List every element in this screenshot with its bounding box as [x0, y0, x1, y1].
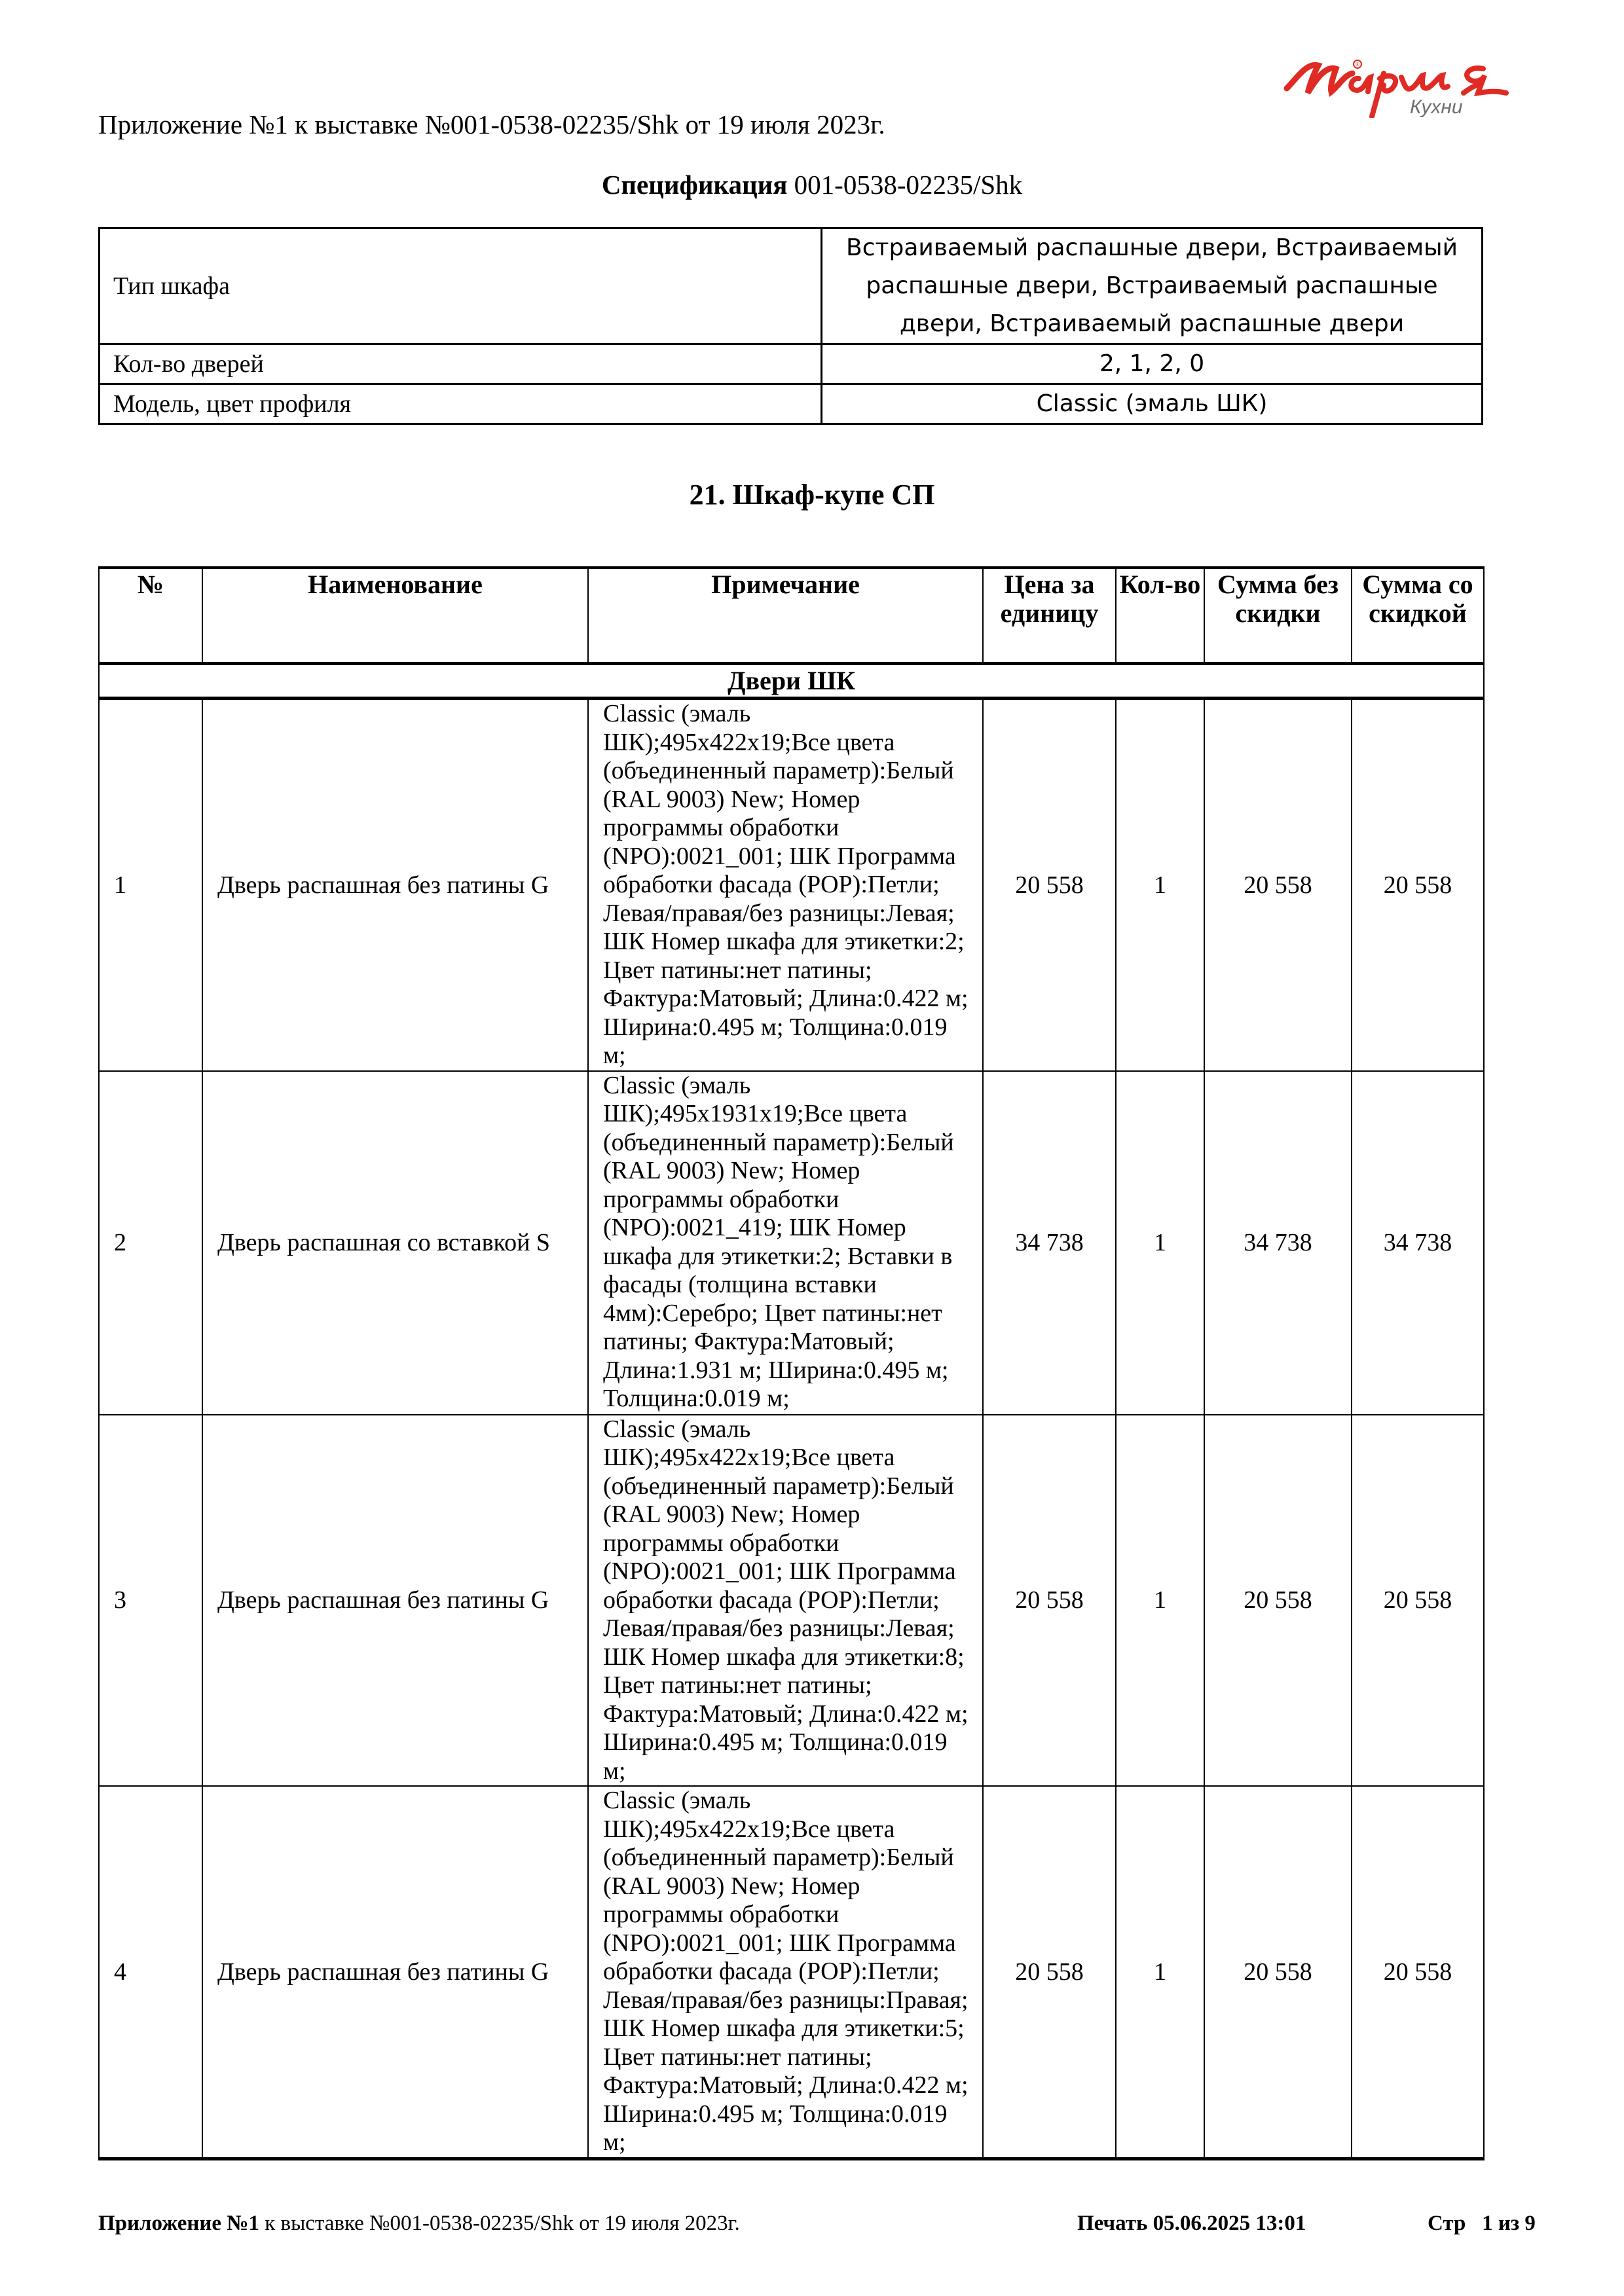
spec-value: Встраиваемый распашные двери, Встраиваемый распашные двери, Встраиваемый распашные двери, Встраиваемый распашные двери [822, 228, 1483, 344]
table-row [99, 699, 1484, 1071]
row-unit-price: 20 558 [983, 1786, 1116, 2159]
row-unit-price: 20 558 [983, 699, 1116, 1071]
row-unit-price: 20 558 [983, 1415, 1116, 1787]
footer-page-value: 1 из 9 [1482, 2212, 1536, 2235]
row-number: 2 [99, 1071, 202, 1415]
spec-row-door-count [100, 344, 1483, 384]
col-header-unit-price: Цена за единицу [983, 568, 1116, 664]
spec-title [0, 169, 1624, 200]
group-title: Двери ШК [99, 664, 1484, 699]
row-sum-discount: 20 558 [1352, 1415, 1484, 1787]
footer-print-date: Печать 05.06.2025 13:01 [1077, 2212, 1306, 2235]
footer-page-label: Стр [1428, 2212, 1466, 2235]
footer-appendix-bold: Приложение №1 [98, 2212, 259, 2235]
spec-label: Спецификация [601, 170, 788, 200]
col-header-qty: Кол-во [1116, 568, 1204, 664]
col-header-name: Наименование [202, 568, 588, 664]
spec-number: 001-0538-02235/Shk [787, 170, 1023, 200]
row-qty: 1 [1116, 1071, 1204, 1415]
col-header-sum-discount: Сумма со скидкой [1352, 568, 1484, 664]
row-qty: 1 [1116, 699, 1204, 1071]
spec-key: Тип шкафа [100, 228, 822, 344]
logo-subtitle: Кухни [1410, 96, 1463, 118]
table-row [99, 1786, 1484, 2159]
row-sum: 20 558 [1204, 1415, 1352, 1787]
svg-text:®: ® [1356, 62, 1359, 67]
row-sum: 34 738 [1204, 1071, 1352, 1415]
section-title: 21. Шкаф-купе СП [689, 479, 935, 511]
items-table [98, 566, 1485, 2160]
row-sum: 20 558 [1204, 1786, 1352, 2159]
row-name: Дверь распашная без патины G [202, 1415, 588, 1787]
col-header-number: № [99, 568, 202, 664]
row-note: Classic (эмаль ШК);495x422x19;Все цвета (объединенный параметр):Белый (RAL 9003) New; Номер программы обработки (NPO):0021_001; ШК Программа обработки фасада (POP):Петли; Левая/правая/без разницы:Левая; ШК Номер шкафа для этикетки:8; Цвет патины:нет патины; Фактура:Матовый; Длина:0.422 м; Ширина:0.495 м; Толщина:0.019 м; [588, 1415, 983, 1787]
spec-value: 2, 1, 2, 0 [822, 344, 1483, 384]
spec-row-cabinet-type [100, 228, 1483, 344]
maria-logo-icon [1267, 39, 1529, 118]
row-sum-discount: 20 558 [1352, 1786, 1484, 2159]
table-row [99, 1071, 1484, 1415]
row-note: Classic (эмаль ШК);495x422x19;Все цвета (объединенный параметр):Белый (RAL 9003) New; Номер программы обработки (NPO):0021_001; ШК Программа обработки фасада (POP):Петли; Левая/правая/без разницы:Левая; ШК Номер шкафа для этикетки:2; Цвет патины:нет патины; Фактура:Матовый; Длина:0.422 м; Ширина:0.495 м; Толщина:0.019 м; [588, 699, 983, 1071]
row-note: Classic (эмаль ШК);495x1931x19;Все цвета (объединенный параметр):Белый (RAL 9003) New; Номер программы обработки (NPO):0021_419; ШК Номер шкафа для этикетки:2; Вставки в фасады (толщина вставки 4мм):Серебро; Цвет патины:нет патины; Фактура:Матовый; Длина:1.931 м; Ширина:0.495 м; Толщина:0.019 м; [588, 1071, 983, 1415]
spec-key: Модель, цвет профиля [100, 384, 822, 424]
footer-appendix [98, 2212, 740, 2236]
row-name: Дверь распашная со вставкой S [202, 1071, 588, 1415]
row-number: 4 [99, 1786, 202, 2159]
spec-value: Classic (эмаль ШК) [822, 384, 1483, 424]
spec-key: Кол-во дверей [100, 344, 822, 384]
col-header-sum: Сумма без скидки [1204, 568, 1352, 664]
footer-appendix-rest: к выставке №001-0538-02235/Shk от 19 июля 2023г. [259, 2212, 740, 2235]
row-name: Дверь распашная без патины G [202, 1786, 588, 2159]
footer-page-number [1428, 2212, 1536, 2236]
group-row [99, 664, 1484, 699]
row-unit-price: 34 738 [983, 1071, 1116, 1415]
spec-row-profile-model [100, 384, 1483, 424]
spec-table [98, 227, 1483, 425]
row-number: 3 [99, 1415, 202, 1787]
row-name: Дверь распашная без патины G [202, 699, 588, 1071]
table-row [99, 1415, 1484, 1787]
row-qty: 1 [1116, 1415, 1204, 1787]
row-note: Classic (эмаль ШК);495x422x19;Все цвета (объединенный параметр):Белый (RAL 9003) New; Номер программы обработки (NPO):0021_001; ШК Программа обработки фасада (POP):Петли; Левая/правая/без разницы:Правая; ШК Номер шкафа для этикетки:5; Цвет патины:нет патины; Фактура:Матовый; Длина:0.422 м; Ширина:0.495 м; Толщина:0.019 м; [588, 1786, 983, 2159]
row-qty: 1 [1116, 1786, 1204, 2159]
row-sum-discount: 20 558 [1352, 699, 1484, 1071]
row-number: 1 [99, 699, 202, 1071]
company-logo [1267, 39, 1529, 118]
row-sum-discount: 34 738 [1352, 1071, 1484, 1415]
table-header-row [99, 568, 1484, 664]
appendix-heading: Приложение №1 к выставке №001-0538-02235/Shk от 19 июля 2023г. [98, 109, 885, 139]
col-header-note: Примечание [588, 568, 983, 664]
row-sum: 20 558 [1204, 699, 1352, 1071]
